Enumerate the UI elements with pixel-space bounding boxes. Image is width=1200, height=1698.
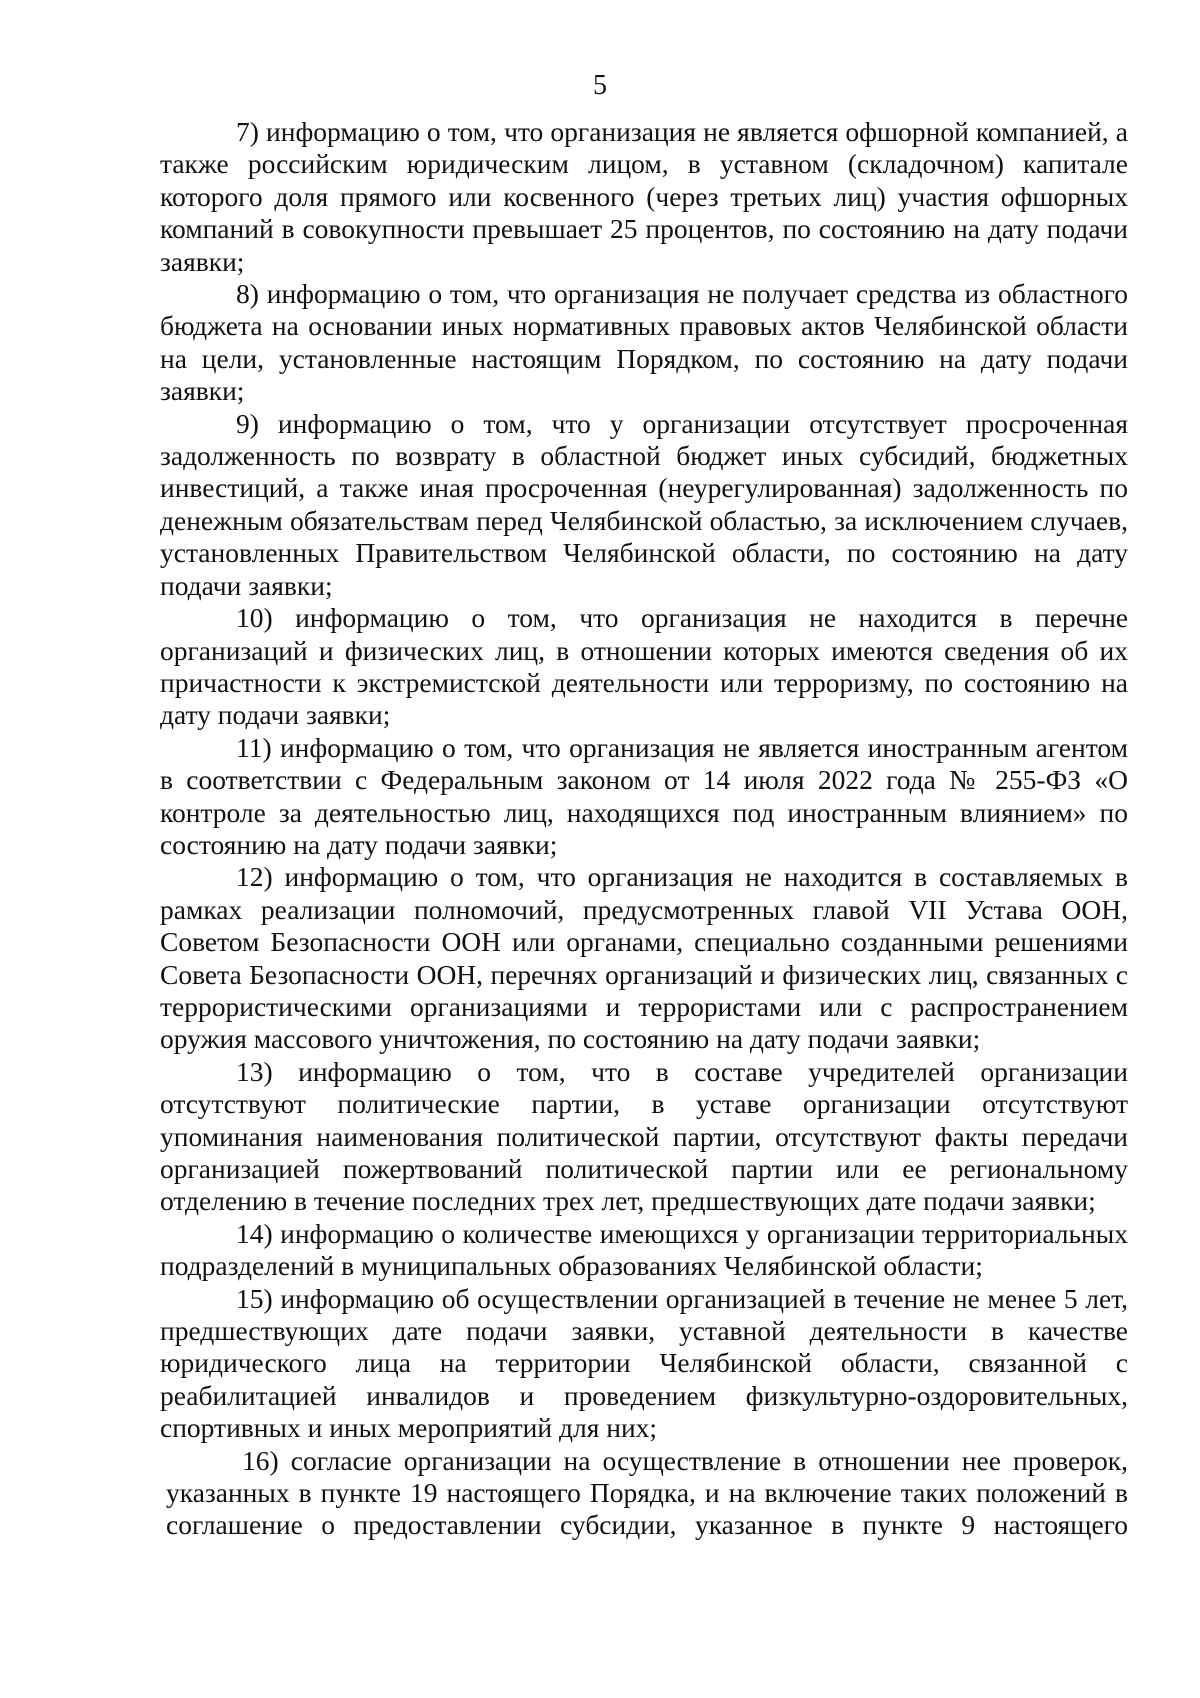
paragraph-item-13: 13) информацию о том, что в составе учредителей организации отсутствуют политические партии, в уставе организации отсутствуют упоминания наименования политической партии, отсутствуют факты передачи организацией пожертвований политической партии или ее региональному отделению в течение последних трех лет, предшествующих дате подачи заявки; — [160, 1055, 1128, 1217]
paragraph-item-16: 16) согласие организации на осуществление в отношении нее проверок, указанных в пункте 19 настоящего Порядка, и на включение таких положений в соглашение о предоставлении субсидии, указанное в пункте 9 настоящего — [166, 1444, 1128, 1541]
page-number: 5 — [593, 70, 607, 101]
paragraph-item-11: 11) информацию о том, что организация не является иностранным агентом в соответствии с Федеральным законом от 14 июля 2022 года № 255-ФЗ «О контроле за деятельностью лиц, находящихся под иностранным влиянием» по состоянию на дату подачи заявки; — [160, 731, 1128, 860]
paragraph-item-7: 7) информацию о том, что организация не является офшорной компанией, а также российским юридическим лицом, в уставном (складочном) капитале которого доля прямого или косвенного (через третьих лиц) участия офшорных компаний в совокупности превышает 25 процентов, по состоянию на дату подачи заявки; — [160, 116, 1128, 277]
paragraph-item-10: 10) информацию о том, что организация не находится в перечне организаций и физических лиц, в отношении которых имеются сведения об их причастности к экстремистской деятельности или терроризму, по состоянию на дату подачи заявки; — [160, 602, 1128, 731]
document-body — [160, 116, 1128, 1542]
paragraph-item-15: 15) информацию об осуществлении организацией в течение не менее 5 лет, предшествующих дате подачи заявки, уставной деятельности в качестве юридического лица на территории Челябинской области, связанной с реабилитацией инвалидов и проведением физкультурно-оздоровительных, спортивных и иных мероприятий для них; — [160, 1282, 1128, 1444]
paragraph-item-8: 8) информацию о том, что организация не получает средства из областного бюджета на основании иных нормативных правовых актов Челябинской области на цели, установленные настоящим Порядком, по состоянию на дату подачи заявки; — [160, 278, 1128, 407]
paragraph-item-14: 14) информацию о количестве имеющихся у организации территориальных подразделений в муниципальных образованиях Челябинской области; — [160, 1217, 1128, 1282]
paragraph-item-9: 9) информацию о том, что у организации отсутствует просроченная задолженность по возврату в областной бюджет иных субсидий, бюджетных инвестиций, а также иная просроченная (неурегулированная) задолженность по денежным обязательствам перед Челябинской областью, за исключением случаев, установленных Правительством Челябинской области, по состоянию на дату подачи заявки; — [160, 407, 1128, 601]
paragraph-item-12: 12) информацию о том, что организация не находится в составляемых в рамках реализации полномочий, предусмотренных главой VII Устава ООН, Советом Безопасности ООН или органами, специально созданными решениями Совета Безопасности ООН, перечнях организаций и физических лиц, связанных с террористическими организациями и террористами или с распространением оружия массового уничтожения, по состоянию на дату подачи заявки; — [160, 861, 1128, 1055]
